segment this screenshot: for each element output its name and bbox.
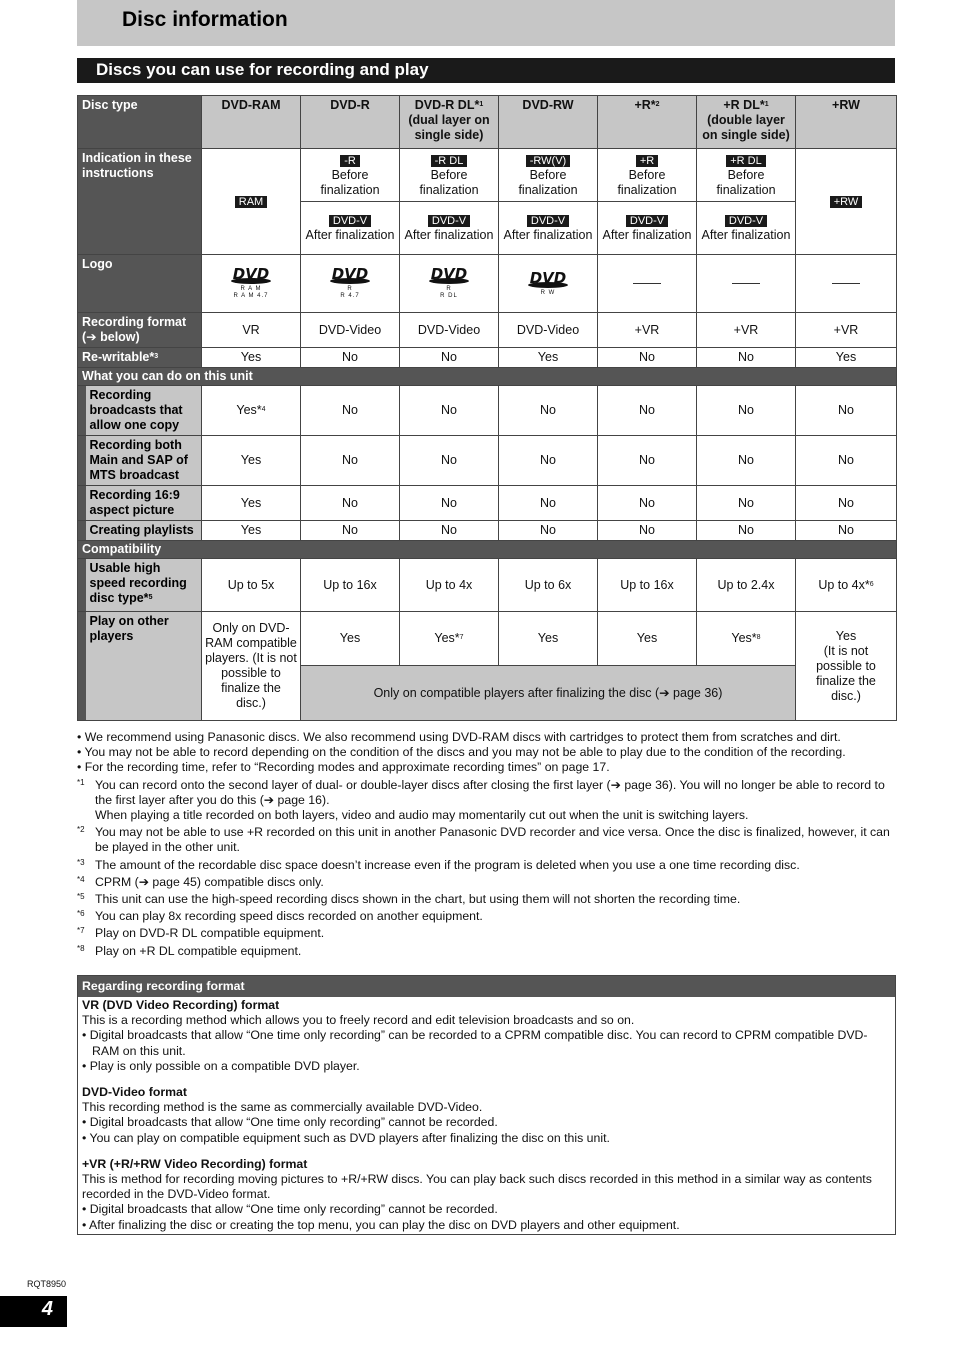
footnote: *3 The amount of the recordable disc space doesn’t increase even if the program is deleted when you use a one time recording disc. xyxy=(77,857,800,872)
logo-none xyxy=(697,255,796,313)
cell: DVD-Video xyxy=(301,313,400,348)
cell: No xyxy=(697,386,796,436)
gutter xyxy=(78,521,86,541)
indication-cell: DVD-V After finalization xyxy=(301,202,400,255)
gutter xyxy=(78,559,86,612)
logo-label: Logo xyxy=(78,255,202,313)
cell: +VR xyxy=(697,313,796,348)
cell: No xyxy=(400,386,499,436)
note-bullet: • For the recording time, refer to “Recording modes and approximate recording times” on page 17. xyxy=(77,760,610,775)
cell: No xyxy=(301,436,400,486)
col-dvd-ram: DVD-RAM xyxy=(202,96,301,149)
sap-row xyxy=(78,436,897,486)
speed-label: Usable high speed recording disc type*$^5$ xyxy=(86,559,202,612)
ram-badge: RAM xyxy=(235,196,267,208)
cell: No xyxy=(697,348,796,368)
cell: Yes xyxy=(499,348,598,368)
cell: No xyxy=(598,486,697,521)
cell: No xyxy=(796,521,897,541)
play-ram-cell: Only on DVD-RAM compatible players. (It is not possible to finalize the disc.) xyxy=(202,612,301,721)
note-bullet: • You may not be able to record depending on the condition of the discs and you may not be able to play due to the condition of the recording. xyxy=(77,745,846,760)
logo-cell xyxy=(202,255,301,313)
cell: No xyxy=(301,486,400,521)
dvd-ram-logo: DVD R A M R A M 4.7 xyxy=(232,266,270,299)
recording-format-label: Recording format (➔ below) xyxy=(78,313,202,348)
cell: No xyxy=(301,386,400,436)
logo-none xyxy=(598,255,697,313)
dvd-r-logo: DVD R R 4.7 xyxy=(331,266,369,299)
recording-format-box xyxy=(77,975,896,1235)
footnote: *1 You can record onto the second layer of dual- or double-layer discs after closing the first layer (➔ page 36). You will no longer be able to record to the first layer after you do this (➔ page 16). When playing a title recorded on both layers, video and audio may momentarily cut out when the unit is switching layers. xyxy=(77,777,885,823)
cell: +VR xyxy=(598,313,697,348)
document-id: RQT8950 xyxy=(27,1279,67,1289)
indication-cell: -R DL Before finalization xyxy=(400,149,499,202)
cell: No xyxy=(598,386,697,436)
logo-cell xyxy=(301,255,400,313)
recording-format-box-content xyxy=(78,998,895,1233)
indication-cell: DVD-V After finalization xyxy=(400,202,499,255)
indication-cell: -R Before finalization xyxy=(301,149,400,202)
svg-text:DVD: DVD xyxy=(232,266,270,283)
page-number: 4 xyxy=(41,1298,53,1320)
cell: No xyxy=(697,486,796,521)
dvd-video-format-title: DVD-Video format xyxy=(82,1085,187,1100)
cell: Up to 4x xyxy=(400,559,499,612)
footnote: *5 This unit can use the high-speed recording discs shown in the chart, but using them will not shorten the recording time. xyxy=(77,892,741,907)
svg-text:DVD: DVD xyxy=(430,266,468,283)
cell: No xyxy=(499,386,598,436)
gutter xyxy=(78,386,86,436)
cell: No xyxy=(697,521,796,541)
cell: +VR xyxy=(796,313,897,348)
group-what-you-can-do: What you can do on this unit xyxy=(78,368,897,386)
dash-line xyxy=(732,283,760,284)
paragraph: This is method for recording moving pictures to +R/+RW discs. You can play back such discs recorded in this method in a similar way as contents recorded in the DVD-Video format. xyxy=(82,1172,872,1202)
cell: Yes xyxy=(598,612,697,666)
cell: Up to 2.4x xyxy=(697,559,796,612)
dash-line xyxy=(832,283,860,284)
cell: DVD-Video xyxy=(400,313,499,348)
cell: Yes xyxy=(202,486,301,521)
one-copy-label: Recording broadcasts that allow one copy xyxy=(86,386,202,436)
indication-cell: DVD-V After finalization xyxy=(499,202,598,255)
indication-cell: +R Before finalization xyxy=(598,149,697,202)
footnote: *6 You can play 8x recording speed discs recorded on another equipment. xyxy=(77,909,483,924)
indication-cell: DVD-V After finalization xyxy=(697,202,796,255)
cell: DVD-Video xyxy=(499,313,598,348)
rewritable-row xyxy=(78,348,897,368)
cell: No xyxy=(796,486,897,521)
play-plus-rw-cell: Yes (It is not possible to finalize the disc.) xyxy=(796,612,897,721)
col-dvd-r: DVD-R xyxy=(301,96,400,149)
rewritable-label: Re-writable*$^3$ xyxy=(78,348,202,368)
plus-rw-badge: +RW xyxy=(830,196,863,208)
indication-label: Indication in these instructions xyxy=(78,149,202,255)
section-title: Discs you can use for recording and play xyxy=(96,60,429,79)
bullet: • Play is only possible on a compatible DVD player. xyxy=(82,1058,360,1073)
note-bullet: • We recommend using Panasonic discs. We also recommend using DVD-RAM discs with cartridges to protect them from scratches and dirt. xyxy=(77,730,841,744)
one-copy-row xyxy=(78,386,897,436)
cell: No xyxy=(499,436,598,486)
vr-format-title: VR (DVD Video Recording) format xyxy=(82,998,280,1012)
footnote: *8 Play on +R DL compatible equipment. xyxy=(77,943,302,958)
cell: No xyxy=(400,436,499,486)
indication-plus-rw xyxy=(796,149,897,255)
footnote: *7 Play on DVD-R DL compatible equipment. xyxy=(77,926,325,941)
col-plus-r-dl: +R DL*$^1$ (double layer on single side) xyxy=(697,96,796,149)
cell: No xyxy=(499,486,598,521)
table-header-row xyxy=(78,96,897,149)
cell: VR xyxy=(202,313,301,348)
gutter xyxy=(78,436,86,486)
group-row xyxy=(78,541,897,559)
play-label: Play on other players xyxy=(86,612,202,721)
indication-row-before xyxy=(78,149,897,202)
cell: No xyxy=(400,486,499,521)
recording-format-box-header: Regarding recording format xyxy=(78,976,895,997)
dvd-r-dl-logo: DVD R R DL xyxy=(430,266,468,299)
gutter xyxy=(78,612,86,721)
cell: No xyxy=(796,386,897,436)
footnote: *2 You may not be able to use +R recorded on this unit in another Panasonic DVD recorder and vice versa. Once the disc is finalized, however, it can be played in the other unit. xyxy=(77,825,890,855)
cell: Yes*$^4$ xyxy=(202,386,301,436)
col-plus-r: +R*$^2$ xyxy=(598,96,697,149)
recording-format-row xyxy=(78,313,897,348)
aspect-label: Recording 16:9 aspect picture xyxy=(86,486,202,521)
cell: Yes xyxy=(202,348,301,368)
group-compatibility: Compatibility xyxy=(78,541,897,559)
cell: No xyxy=(697,436,796,486)
dash-line xyxy=(633,283,661,284)
cell: Yes xyxy=(301,612,400,666)
cell: Up to 5x xyxy=(202,559,301,612)
paragraph: This recording method is the same as commercially available DVD-Video. xyxy=(82,1100,483,1115)
cell: No xyxy=(598,348,697,368)
col-dvd-rw: DVD-RW xyxy=(499,96,598,149)
bullet: • Digital broadcasts that allow “One time only recording” cannot be recorded. xyxy=(82,1115,498,1130)
logo-row xyxy=(78,255,897,313)
indication-cell: DVD-V After finalization xyxy=(598,202,697,255)
bullet: • You can play on compatible equipment such as DVD players after finalizing the disc on this unit. xyxy=(82,1130,610,1145)
gutter xyxy=(78,486,86,521)
cell: No xyxy=(400,348,499,368)
bullet: • Digital broadcasts that allow “One time only recording” cannot be recorded. xyxy=(82,1202,498,1217)
col-dvd-r-dl: DVD-R DL*$^1$ (dual layer on single side) xyxy=(400,96,499,149)
play-row xyxy=(78,612,897,666)
col-plus-rw: +RW xyxy=(796,96,897,149)
cell: No xyxy=(598,521,697,541)
cell: Up to 4x*$^6$ xyxy=(796,559,897,612)
logo-cell xyxy=(400,255,499,313)
cell: No xyxy=(499,521,598,541)
cell: No xyxy=(598,436,697,486)
speed-row xyxy=(78,559,897,612)
cell: No xyxy=(301,348,400,368)
cell: Yes*$^8$ xyxy=(697,612,796,666)
paragraph: This is a recording method which allows you to freely record and edit television broadcasts and so on. xyxy=(82,1013,635,1028)
page-title-bar xyxy=(77,0,895,46)
page-title: Disc information xyxy=(122,8,288,31)
disc-type-table xyxy=(77,95,897,721)
playlists-label: Creating playlists xyxy=(86,521,202,541)
section-title-bar xyxy=(77,58,895,83)
bullet: • After finalizing the disc or creating the top menu, you can play the disc on DVD players and other equipment. xyxy=(82,1217,680,1232)
cell: Yes xyxy=(202,521,301,541)
logo-none xyxy=(796,255,897,313)
indication-ram xyxy=(202,149,301,255)
disc-type-label: Disc type xyxy=(78,96,202,149)
cell: No xyxy=(301,521,400,541)
plus-vr-format-title: +VR (+R/+RW Video Recording) format xyxy=(82,1156,308,1171)
notes xyxy=(77,730,897,959)
indication-cell: +R DL Before finalization xyxy=(697,149,796,202)
indication-cell: -RW(V) Before finalization xyxy=(499,149,598,202)
cell: Yes*$^7$ xyxy=(400,612,499,666)
aspect-row xyxy=(78,486,897,521)
page-number-tab xyxy=(0,1296,67,1327)
cell: Yes xyxy=(796,348,897,368)
logo-cell xyxy=(499,255,598,313)
cell: No xyxy=(796,436,897,486)
cell: Yes xyxy=(499,612,598,666)
svg-text:DVD: DVD xyxy=(331,266,369,283)
cell: Up to 6x xyxy=(499,559,598,612)
play-finalize-cell: Only on compatible players after finalizing the disc (➔ page 36) xyxy=(301,666,796,721)
dvd-rw-logo: DVD R W xyxy=(529,269,567,296)
group-row xyxy=(78,368,897,386)
bullet: • Digital broadcasts that allow “One time only recording” can be recorded to a CPRM compatible disc. You can record to CPRM compatible DVD-RAM on this unit. xyxy=(82,1028,868,1058)
cell: Up to 16x xyxy=(598,559,697,612)
cell: Up to 16x xyxy=(301,559,400,612)
sap-label: Recording both Main and SAP of MTS broadcast xyxy=(86,436,202,486)
svg-text:DVD: DVD xyxy=(529,269,567,287)
footnote: *4 CPRM (➔ page 45) compatible discs only. xyxy=(77,874,324,889)
cell: Yes xyxy=(202,436,301,486)
cell: No xyxy=(400,521,499,541)
playlists-row xyxy=(78,521,897,541)
